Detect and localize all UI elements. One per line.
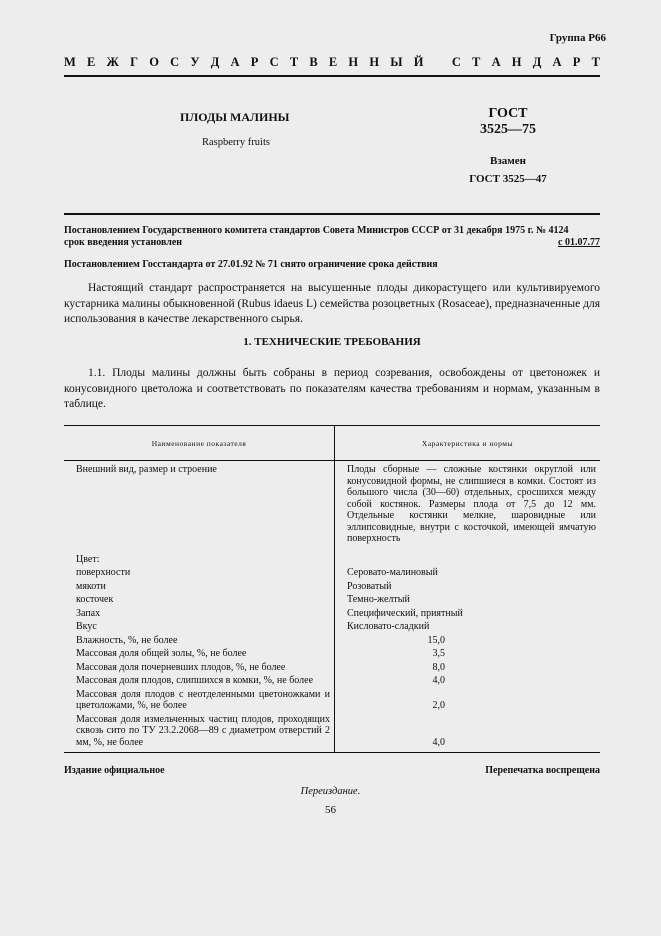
table-row (64, 580, 600, 594)
heading-letter (435, 55, 441, 70)
heading-letter: Й (413, 55, 424, 69)
indicator-cell: Массовая доля почерневших плодов, %, не более (64, 661, 335, 675)
norm-cell: Специфический, приятный (347, 607, 463, 619)
heading-letter: Ы (390, 55, 403, 69)
norm-cell: Серовато-малиновый (347, 567, 438, 578)
indicator-cell: поверхности (64, 566, 335, 580)
norm-cell: Кисловато-сладкий (347, 621, 430, 632)
heading-letter: Ж (106, 55, 119, 69)
norm-cell: Плоды сборные — сложные костянки округлой или конусовидной формы, не слипшиеся в комки. Состоят из большого числа (30—60) отдельных, сросшихся между собой костянок. Размеры плода от 7,5 до 12 мм. Отдельные костянки мелкие, шаровидные или эллипсовидные, внутри с косточкой, имеющей ямчатую поверхность (347, 464, 596, 544)
heading-letter: Е (87, 55, 96, 69)
effective-date: с 01.07.77 (558, 237, 600, 248)
indicator-cell: Массовая доля измельченных частиц плодов, проходящих сквозь сито по ТУ 23.2.2068—89 с диаметром отверстий 2 мм, %, не более (64, 713, 335, 753)
heading-letter: Т (591, 55, 600, 69)
replaces-label: Взамен (490, 155, 526, 167)
norm-cell: 8,0 (432, 661, 445, 673)
requirements-table (64, 425, 600, 753)
heading-letter: М (64, 55, 76, 69)
gost-code: 3525—75 (480, 122, 536, 137)
table-row (64, 634, 600, 648)
page-number: 56 (325, 804, 336, 816)
norm-cell (335, 548, 601, 567)
table-row (64, 461, 600, 548)
indicator-cell: Влажность, %, не более (64, 634, 335, 648)
heading-letter: Е (328, 55, 338, 69)
section-heading: 1. ТЕХНИЧЕСКИЕ ТРЕБОВАНИЯ (243, 336, 421, 348)
indicator-cell: Массовая доля плодов с неотделенными цветоножками и цветоложами, %, не более (64, 688, 335, 713)
replaces-value: ГОСТ 3525—47 (469, 173, 547, 185)
heading-letter: А (230, 55, 240, 69)
effective-label: срок введения установлен (64, 237, 183, 248)
column-header-norms: Характеристика и нормы (335, 426, 601, 461)
norm-cell: Розоватый (347, 580, 392, 592)
norm-cell: 2,0 (432, 700, 445, 711)
document-title: ПЛОДЫ МАЛИНЫ (180, 110, 290, 124)
decree-line: Постановлением Государственного комитета стандартов Совета Министров СССР от 31 декабря 1975 г. № 4124 (64, 225, 569, 236)
norm-cell: 4,0 (335, 713, 601, 753)
gost-label: ГОСТ (488, 106, 528, 121)
heading-letter: Р (250, 55, 259, 69)
indicator-cell: мякоти (64, 580, 335, 594)
indicator-cell: Массовая доля плодов, слипшихся в комки, %, не более (64, 674, 335, 688)
indicator-cell: Цвет: (64, 548, 335, 567)
indicator-cell: Массовая доля общей золы, %, не более (64, 647, 335, 661)
heading-letter: У (190, 55, 200, 69)
norm-cell: 15,0 (427, 634, 445, 646)
heading-letter: Д (532, 55, 542, 69)
heading-letter: Р (572, 55, 581, 69)
table-row (64, 713, 600, 753)
heading-letter: Г (130, 55, 139, 69)
indicator-cell: Запах (64, 607, 335, 621)
decree-block (64, 225, 600, 249)
clause-1-1: 1.1. Плоды малины должны быть собраны в период созревания, освобождены от цветоножек и конусовидного цветоложа и соответствовать по показателям качества требованиям и нормам, указанным в таблице. (64, 367, 600, 410)
column-header-indicator: Наименование показателя (64, 426, 335, 461)
table-row (64, 548, 600, 567)
title-rule (64, 213, 600, 215)
norm-cell: 3,5 (432, 648, 445, 659)
heading-letter: А (491, 55, 501, 69)
heading-letter: Н (348, 55, 359, 69)
group-code: Группа Р66 (549, 32, 606, 44)
norm-cell: Темно-желтый (347, 594, 410, 605)
norm-cell: 4,0 (432, 675, 445, 686)
document-title-en: Raspberry fruits (202, 137, 270, 148)
heading-letter: А (552, 55, 562, 69)
reissue-note: Переиздание. (300, 786, 361, 797)
indicator-cell: косточек (64, 593, 335, 607)
heading-letter: С (170, 55, 180, 69)
gost-number (460, 106, 556, 138)
header-rule (64, 75, 600, 77)
indicator-cell: Внешний вид, размер и строение (64, 461, 335, 548)
intro-paragraph: Настоящий стандарт распространяется на высушенные плоды дикорастущего или культивируемого кустарника малины обыкновенной (Rubus idaeus L) семейства розоцветных (Rosaceae), предназначенные для использования в качестве лекарственного сырья. (64, 282, 600, 325)
table-row (64, 593, 600, 607)
table-row (64, 566, 600, 580)
heading-letter: С (269, 55, 279, 69)
table-row (64, 607, 600, 621)
official-edition: Издание официальное (64, 765, 165, 776)
interstate-standard-heading (64, 55, 600, 70)
heading-letter: Н (511, 55, 522, 69)
heading-letter: О (149, 55, 159, 69)
table-row (64, 674, 600, 688)
heading-letter: Н (369, 55, 380, 69)
heading-letter: Т (472, 55, 481, 69)
heading-letter: Т (289, 55, 299, 69)
table-row (64, 647, 600, 661)
table-row (64, 661, 600, 675)
table-row (64, 688, 600, 713)
heading-letter: Д (210, 55, 220, 69)
table-row (64, 620, 600, 634)
heading-letter: С (451, 55, 461, 69)
indicator-cell: Вкус (64, 620, 335, 634)
reprint-prohibited: Перепечатка воспрещена (485, 765, 600, 776)
decree-amendment: Постановлением Госстандарта от 27.01.92 № 71 снято ограничение срока действия (64, 259, 438, 270)
heading-letter: В (309, 55, 318, 69)
